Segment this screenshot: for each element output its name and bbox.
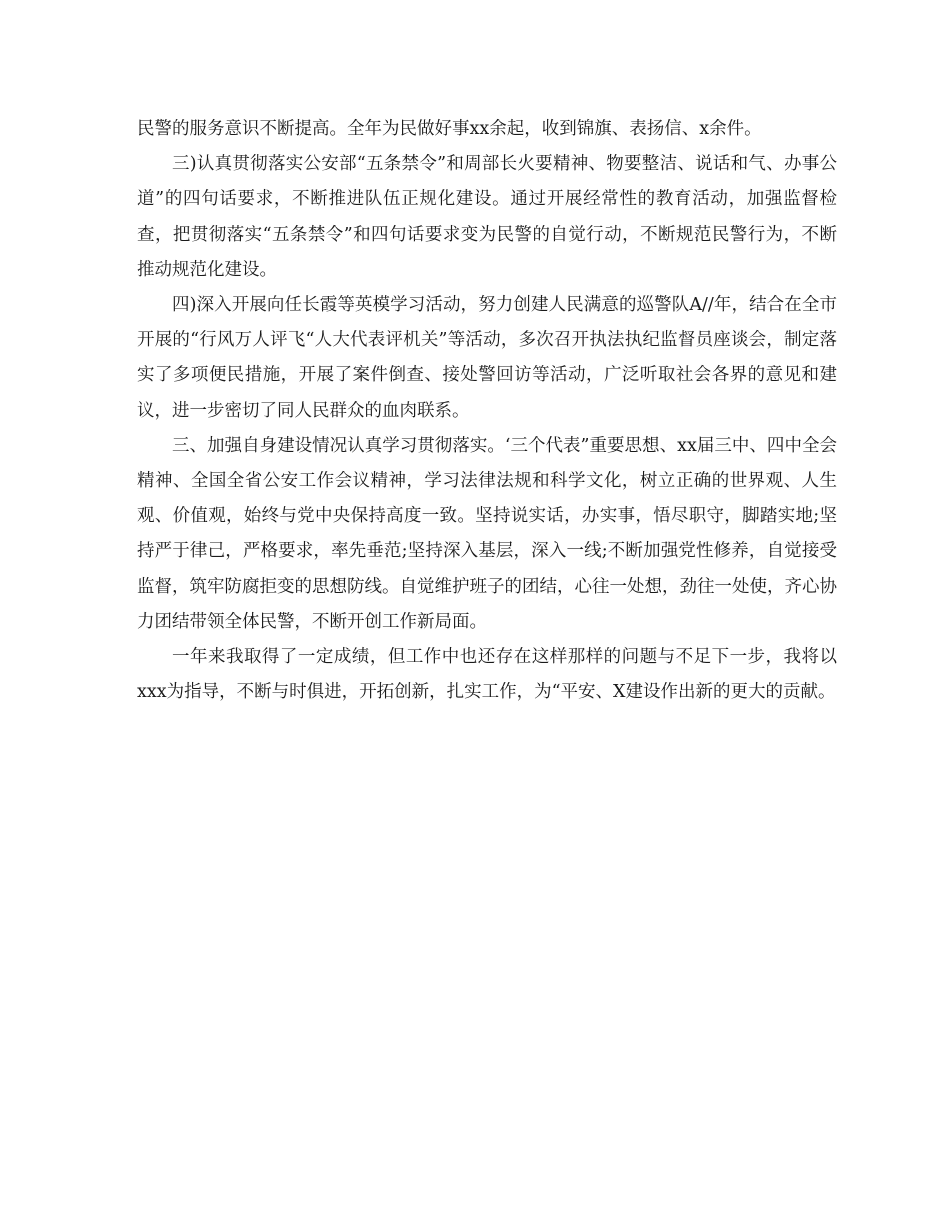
paragraph-continuation: 民警的服务意识不断提高。全年为民做好事xx余起，收到锦旗、表扬信、x余件。	[137, 119, 762, 139]
paragraph-role-model-study: 四)深入开展向任长霞等英模学习活动，努力创建人民满意的巡警队A//年，结合在全市开展的“行风万人评飞“人大代表评机关”等活动，多次召开执法执纪监督员座谈会，制定落实了多项便民措施，开展了案件倒查、接处警回访等活动，广泛听取社会各界的意见和建议，进一步密切了同人民群众的血肉联系。	[137, 295, 837, 421]
paragraph-conclusion: 一年来我取得了一定成绩，但工作中也还存在这样那样的问题与不足下一步，我将以xxx为指导，不断与时俱进，开拓创新，扎实工作，为“平安、X建设作出新的更大的贡献。	[137, 647, 837, 703]
paragraph-five-prohibitions: 三)认真贯彻落实公安部“五条禁令”和周部长火要精神、物要整洁、说话和气、办事公道”的四句话要求，不断推进队伍正规化建设。通过开展经常性的教育活动，加强监督检查，把贯彻落实“五条禁令”和四句话要求变为民警的自觉行动，不断规范民警行为，不断推动规范化建设。	[137, 154, 837, 280]
document-body	[137, 112, 837, 710]
paragraph-self-construction: 三、加强自身建设情况认真学习贯彻落实。‘三个代表”重要思想、xx届三中、四中全会精神、全国全省公安工作会议精神，学习法律法规和科学文化，树立正确的世界观、人生观、价值观，始终与党中央保持高度一致。坚持说实话，办实事，悟尽职守，脚踏实地;坚持严于律己，严格要求，率先垂范;坚持深入基层，深入一线;不断加强党性修养，自觉接受监督，筑牢防腐拒变的思想防线。自觉维护班子的团结，心往一处想，劲往一处使，齐心协力团结带领全体民警，不断开创工作新局面。	[137, 435, 837, 632]
